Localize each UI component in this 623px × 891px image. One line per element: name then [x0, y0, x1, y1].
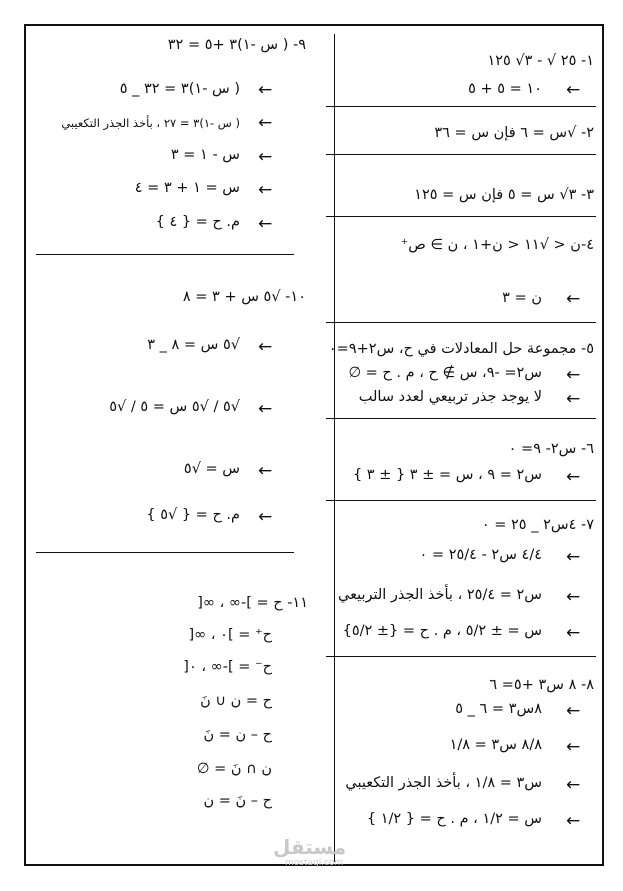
q11-line: ن ∩ نَ = ∅	[196, 761, 272, 777]
q8-statement: ٨- ٨ س٣ +٥= ٦	[489, 677, 594, 693]
arrow-icon: ←	[258, 461, 273, 481]
q9-step: س = ١ + ٣ = ٤	[134, 180, 240, 196]
q8-step: ٨س٣ = ٦ _ ٥	[455, 701, 542, 717]
q4-statement: ٤-ن < √١١ < ن+١ ، ن ∋ ص⁺	[400, 237, 594, 253]
arrow-icon: ←	[566, 775, 581, 795]
arrow-icon: ←	[566, 80, 581, 100]
q7-step: ٤/٤ س٢ - ٢٥/٤ = ٠	[419, 547, 542, 563]
q11-line: ح = ن ∪ نَ	[200, 693, 272, 709]
separator	[326, 322, 596, 323]
arrow-icon: ←	[566, 623, 581, 643]
arrow-icon: ←	[258, 399, 273, 419]
arrow-icon: ←	[566, 811, 581, 831]
separator	[326, 216, 596, 217]
arrow-icon: ←	[258, 507, 273, 527]
separator	[326, 656, 596, 657]
q4-step: ن = ٣	[502, 290, 542, 306]
q11-line: ح – ن = نَ	[203, 727, 272, 743]
q2-statement: ٢- √س = ٦ فإن س = ٣٦	[434, 125, 594, 141]
q1-statement: ١- ٢٥ √ - ٣√ ١٢٥	[487, 53, 594, 69]
watermark-logo: مستقل	[273, 835, 347, 859]
q9-step: ( س -١)٣ = ٢٧ ، بأخذ الجذر التكعيبي	[61, 116, 240, 130]
q9-step: س - ١ = ٣	[170, 147, 240, 163]
q7-step: س٢ = ٢٥/٤ ، بأخذ الجذر التربيعي	[337, 587, 542, 603]
watermark-url: mostaql.com	[285, 858, 344, 868]
separator	[36, 552, 294, 553]
q8-step: ٨/٨ س٣ = ١/٨	[449, 737, 542, 753]
q7-step: س = ± ٥/٢ ، م . ح = {± ٥/٢}	[342, 623, 542, 639]
q6-step: س٢ = ٩ ، س = ± ٣ { ± ٣ }	[352, 467, 542, 483]
q5-step: لا يوجد جذر تربيعي لعدد سالب	[358, 389, 542, 405]
arrow-icon: ←	[566, 389, 581, 409]
q6-statement: ٦- س٢- ٩= ٠	[508, 441, 594, 457]
column-divider	[334, 34, 335, 862]
q7-statement: ٧- ٤س٢ _ ٢٥ = ٠	[481, 517, 594, 533]
arrow-icon: ←	[258, 113, 273, 133]
arrow-icon: ←	[258, 147, 273, 167]
q9-step: ( س -١)٣ = ٣٢ _ ٥	[119, 81, 240, 97]
arrow-icon: ←	[258, 80, 273, 100]
q5-statement: ٥- مجموعة حل المعادلات في ح، س٢+٩=٠	[328, 341, 594, 357]
arrow-icon: ←	[566, 587, 581, 607]
q1-step: ١٠ = ٥ + ٥	[468, 81, 542, 97]
arrow-icon: ←	[566, 737, 581, 757]
q11-line: ح – نَ = ن	[203, 793, 272, 809]
arrow-icon: ←	[566, 289, 581, 309]
arrow-icon: ←	[258, 180, 273, 200]
separator	[36, 254, 294, 255]
q11-line: ح⁻ = ]-∞ ، ٠[	[183, 659, 272, 675]
separator	[326, 106, 596, 107]
q10-statement: ١٠- √٥ س + ٣ = ٨	[182, 289, 306, 305]
q10-step: √٥ س = ٨ _ ٣	[147, 337, 240, 353]
arrow-icon: ←	[566, 547, 581, 567]
q11-line: ح⁺ = ]٠ ، ∞[	[188, 627, 272, 643]
arrow-icon: ←	[258, 337, 273, 357]
q11-statement: ١١- ح = ]-∞ ، ∞[	[197, 595, 308, 611]
separator	[326, 418, 596, 419]
separator	[326, 154, 596, 155]
q3-statement: ٣- ٣√ س = ٥ فإن س = ١٢٥	[414, 187, 594, 203]
q9-statement: ٩- ( س -١)٣ +٥ = ٣٢	[167, 37, 306, 53]
separator	[326, 500, 596, 501]
arrow-icon: ←	[258, 214, 273, 234]
q10-step: س = √٥	[183, 461, 240, 477]
q10-step: √٥ / √٥ س = ٥ / √٥	[109, 399, 240, 415]
q5-step: س٢= -٩، س ∌ ح ، م . ح = ∅	[348, 365, 542, 381]
q9-result: م. ح = { ٤ }	[155, 214, 240, 230]
q10-result: م. ح = { √٥ }	[146, 507, 240, 523]
worksheet-page	[24, 24, 604, 866]
arrow-icon: ←	[566, 701, 581, 721]
arrow-icon: ←	[566, 365, 581, 385]
q8-step: س٣ = ١/٨ ، بأخذ الجذر التكعيبي	[345, 775, 542, 791]
q8-step: س = ١/٢ ، م . ح = { ١/٢ }	[366, 811, 542, 827]
arrow-icon: ←	[566, 467, 581, 487]
